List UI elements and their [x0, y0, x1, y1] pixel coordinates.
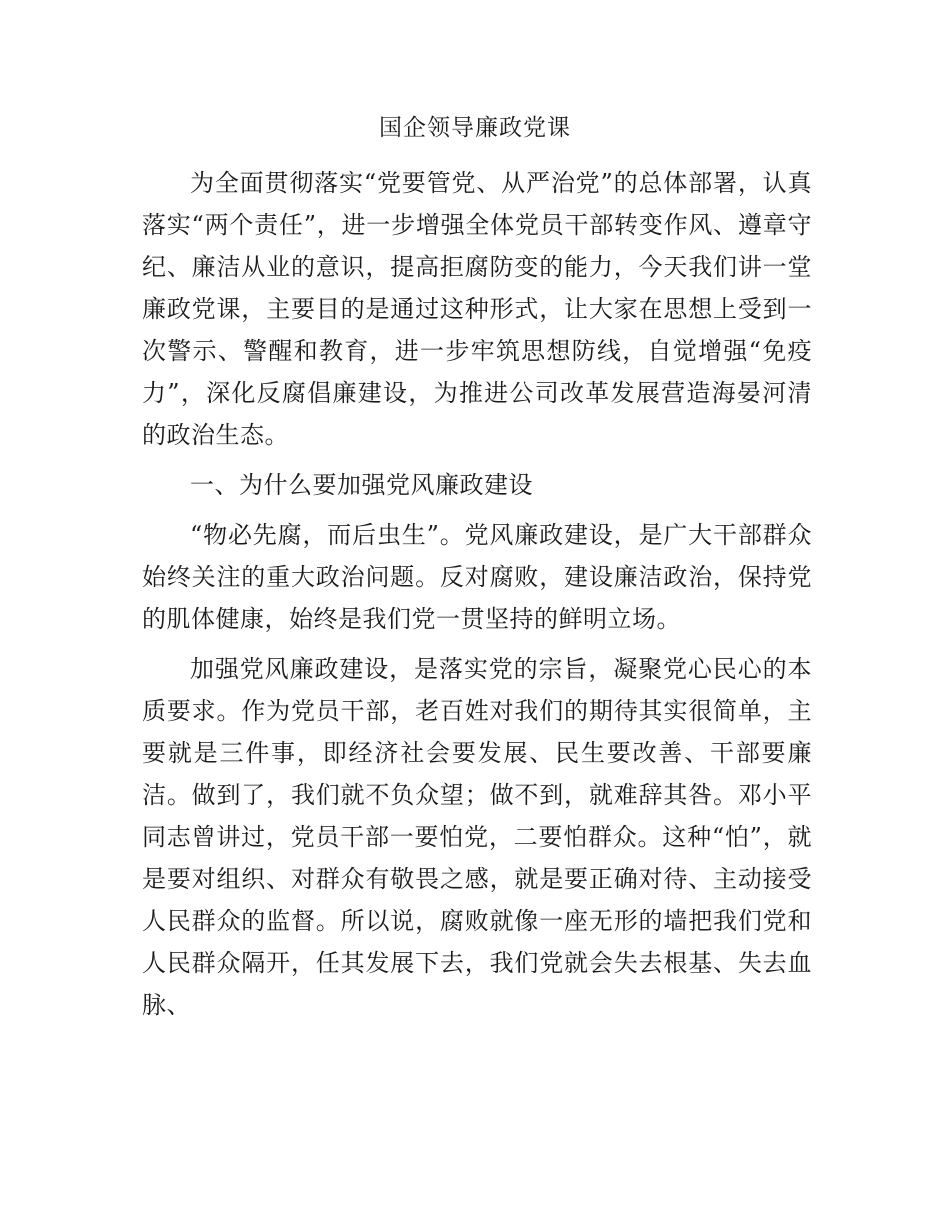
document-title: 国企领导廉政党课: [379, 115, 571, 141]
section-paragraph-2: 加强党风廉政建设，是落实党的宗旨，凝聚党心民心的本质要求。作为党员干部，老百姓对我们的期待其实很简单，主要就是三件事，即经济社会要发展、民生要改善、干部要廉洁。做到了，我们就不负众望；做不到，就难辞其咎。邓小平同志曾讲过，党员干部一要怕党，二要怕群众。这种“怕”，就是要对组织、对群众有敬畏之感，就是要正确对待、主动接受人民群众的监督。所以说，腐败就像一座无形的墙把我们党和人民群众隔开，任其发展下去，我们党就会失去根基、失去血脉、: [142, 655, 812, 1019]
section-heading: 一、为什么要加强党风廉政建设: [190, 471, 533, 499]
document-body: [142, 162, 812, 1034]
section-paragraph-1: “物必先腐，而后虫生”。党风廉政建设，是广大干部群众始终关注的重大政治问题。反对腐败，建设廉洁政治，保持党的肌体健康，始终是我们党一贯坚持的鲜明立场。: [142, 521, 812, 633]
intro-paragraph: 为全面贯彻落实“党要管党、从严治党”的总体部署，认真落实“两个责任”，进一步增强全体党员干部转变作风、遵章守纪、廉洁从业的意识，提高拒腐防变的能力，今天我们讲一堂廉政党课，主要目的是通过这种形式，让大家在思想上受到一次警示、警醒和教育，进一步牢筑思想防线，自觉增强“免疫力”，深化反腐倡廉建设，为推进公司改革发展营造海晏河清的政治生态。: [142, 169, 812, 449]
